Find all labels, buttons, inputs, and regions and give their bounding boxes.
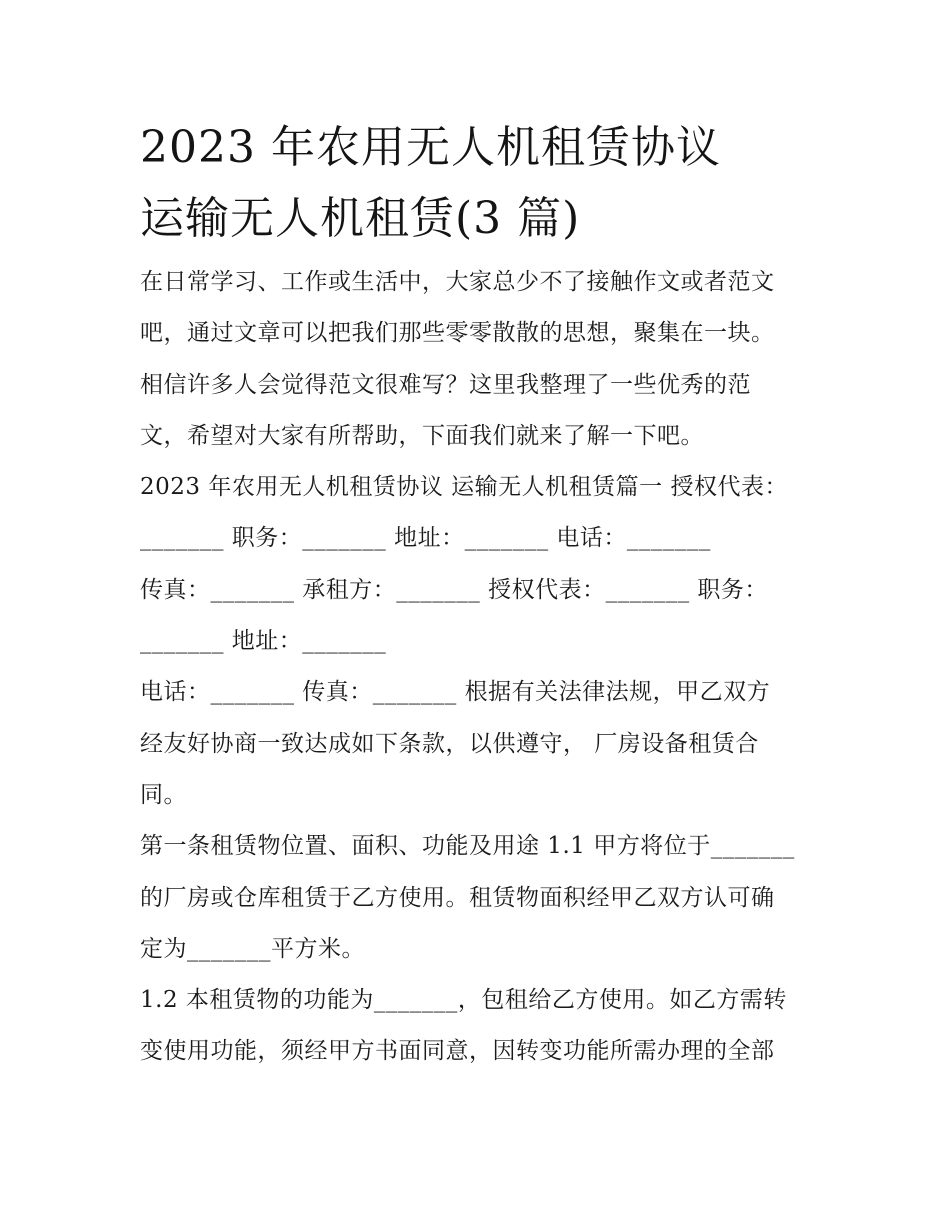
text-line: _______ 职务：_______ 地址：_______ 电话：_______: [140, 525, 711, 552]
lessor-info-paragraph: [140, 462, 820, 565]
text-line: 变使用功能，须经甲方书面同意，因转变功能所需办理的全部: [140, 1038, 775, 1065]
text-line: 相信许多人会觉得范文很难写？这里我整理了一些优秀的范: [140, 371, 751, 398]
document-body: [140, 257, 820, 1078]
text-line: 文，希望对大家有所帮助，下面我们就来了解一下吧。: [140, 422, 704, 449]
text-line: 同。: [140, 781, 187, 808]
text-line: 的厂房或仓库租赁于乙方使用。租赁物面积经甲乙双方认可确: [140, 884, 775, 911]
title-line-1: 2023 年农用无人机租赁协议: [140, 122, 721, 173]
text-line: _______ 地址：_______: [140, 628, 387, 655]
text-line: 在日常学习、工作或生活中，大家总少不了接触作文或者范文: [140, 269, 775, 295]
text-line: 经友好协商一致达成如下条款，以供遵守， 厂房设备租赁合: [140, 730, 759, 757]
lessee-info-paragraph: [140, 565, 820, 668]
contact-agreement-paragraph: [140, 667, 820, 821]
document-page: [140, 112, 820, 1078]
text-line: 2023 年农用无人机租赁协议 运输无人机租赁篇一 授权代表：: [140, 474, 788, 501]
text-line: 第一条租赁物位置、面积、功能及用途 1.1 甲方将位于_______: [140, 833, 795, 860]
clause-1-2-paragraph: [140, 975, 820, 1078]
text-line: 传真：_______ 承租方：_______ 授权代表：_______ 职务：: [140, 576, 768, 603]
text-line: 电话：_______ 传真：_______ 根据有关法律法规，甲乙双方: [140, 679, 771, 706]
text-line: 吧，通过文章可以把我们那些零零散散的思想，聚集在一块。: [140, 320, 775, 347]
text-line: 1.2 本租赁物的功能为_______，包租给乙方使用。如乙方需转: [140, 987, 787, 1014]
intro-paragraph: [140, 257, 820, 462]
text-line: 定为_______平方米。: [140, 935, 365, 962]
document-title: [140, 112, 820, 254]
article-one-paragraph: [140, 821, 820, 975]
title-line-2: 运输无人机租赁(3 篇): [140, 193, 581, 244]
